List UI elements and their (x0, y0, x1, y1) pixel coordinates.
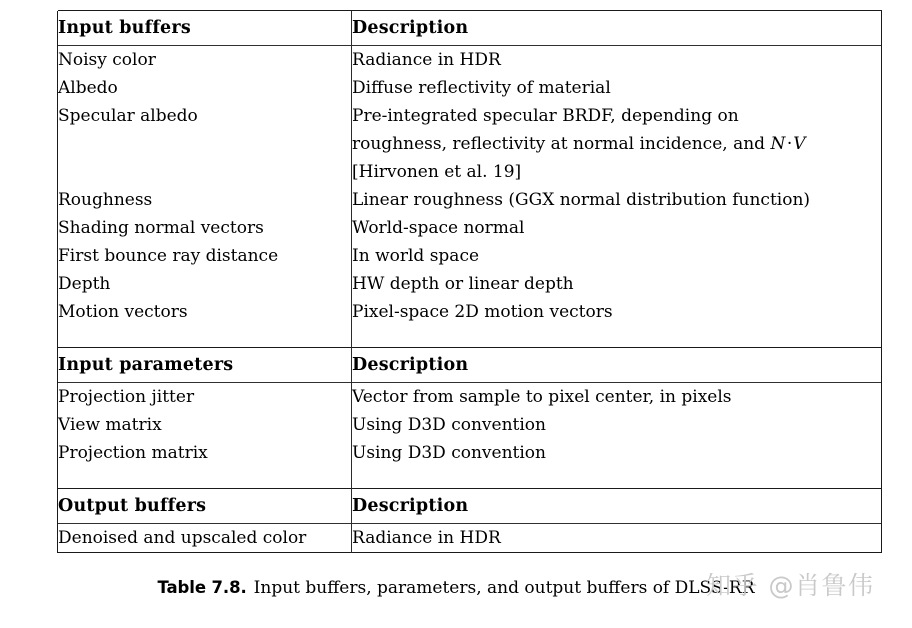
rule-segment (58, 553, 352, 554)
rule-segment (352, 553, 882, 554)
buffer-name: Shading normal vectors (58, 214, 352, 242)
description-line-2-text: roughness, reflectivity at normal incidence, and (352, 134, 771, 154)
description-line-2 (352, 130, 881, 158)
buffer-description: World-space normal (352, 214, 882, 242)
parameter-description: Using D3D convention (352, 411, 882, 439)
math-symbol-n: N (770, 134, 786, 154)
description-line-3-citation: [Hirvonen et al. 19] (352, 162, 522, 182)
buffer-name: Depth (58, 270, 352, 298)
description-line-1: Pre-integrated specular BRDF, depending on (352, 106, 739, 126)
buffer-name: Noisy color (58, 46, 352, 74)
table-row (58, 298, 882, 326)
parameter-name: Projection jitter (58, 383, 352, 411)
watermark-overlay: 知乎 @肖鲁伟 (706, 571, 875, 600)
spec-table (57, 10, 882, 553)
section-header-row-output-buffers (58, 489, 882, 524)
table-row (58, 214, 882, 242)
buffer-description: HW depth or linear depth (352, 270, 882, 298)
spacer-cell (352, 326, 882, 348)
table-row (58, 46, 882, 74)
math-symbol-dot: · (786, 134, 793, 154)
section-header-row-input-buffers (58, 11, 882, 46)
column-header-description-3: Description (352, 489, 882, 524)
buffer-description: Linear roughness (GGX normal distribution function) (352, 186, 882, 214)
section-spacer (58, 467, 882, 489)
table-row (58, 242, 882, 270)
spacer-cell (352, 467, 882, 489)
spacer-cell (58, 326, 352, 348)
buffer-description: Diffuse reflectivity of material (352, 74, 882, 102)
buffer-name: Motion vectors (58, 298, 352, 326)
buffer-description: In world space (352, 242, 882, 270)
parameter-name: Projection matrix (58, 439, 352, 467)
table-row (58, 74, 882, 102)
caption-text: Input buffers, parameters, and output buffers of DLSS-RR (253, 578, 755, 598)
table-rule-bottom (58, 553, 882, 554)
output-buffer-name: Denoised and upscaled color (58, 524, 352, 553)
buffer-name: First bounce ray distance (58, 242, 352, 270)
buffer-description: Pixel-space 2D motion vectors (352, 298, 882, 326)
buffer-name: Albedo (58, 74, 352, 102)
buffer-description (352, 102, 882, 186)
output-buffer-description: Radiance in HDR (352, 524, 882, 553)
column-header-output-buffers: Output buffers (58, 489, 352, 524)
parameter-description: Using D3D convention (352, 439, 882, 467)
column-header-input-buffers: Input buffers (58, 11, 352, 46)
table-row (58, 411, 882, 439)
table-row (58, 270, 882, 298)
spec-table-container (57, 10, 881, 553)
parameter-name: View matrix (58, 411, 352, 439)
buffer-name: Roughness (58, 186, 352, 214)
table-row (58, 383, 882, 411)
table-caption (0, 576, 912, 600)
math-symbol-v: V (793, 134, 806, 154)
table-row (58, 524, 882, 553)
section-spacer (58, 326, 882, 348)
column-header-description-2: Description (352, 348, 882, 383)
table-row (58, 439, 882, 467)
column-header-description-1: Description (352, 11, 882, 46)
column-header-input-parameters: Input parameters (58, 348, 352, 383)
table-row (58, 186, 882, 214)
table-row (58, 102, 882, 186)
spacer-cell (58, 467, 352, 489)
parameter-description: Vector from sample to pixel center, in pixels (352, 383, 882, 411)
buffer-name: Specular albedo (58, 102, 352, 186)
buffer-description: Radiance in HDR (352, 46, 882, 74)
section-header-row-input-parameters (58, 348, 882, 383)
caption-label: Table 7.8. (157, 578, 247, 597)
